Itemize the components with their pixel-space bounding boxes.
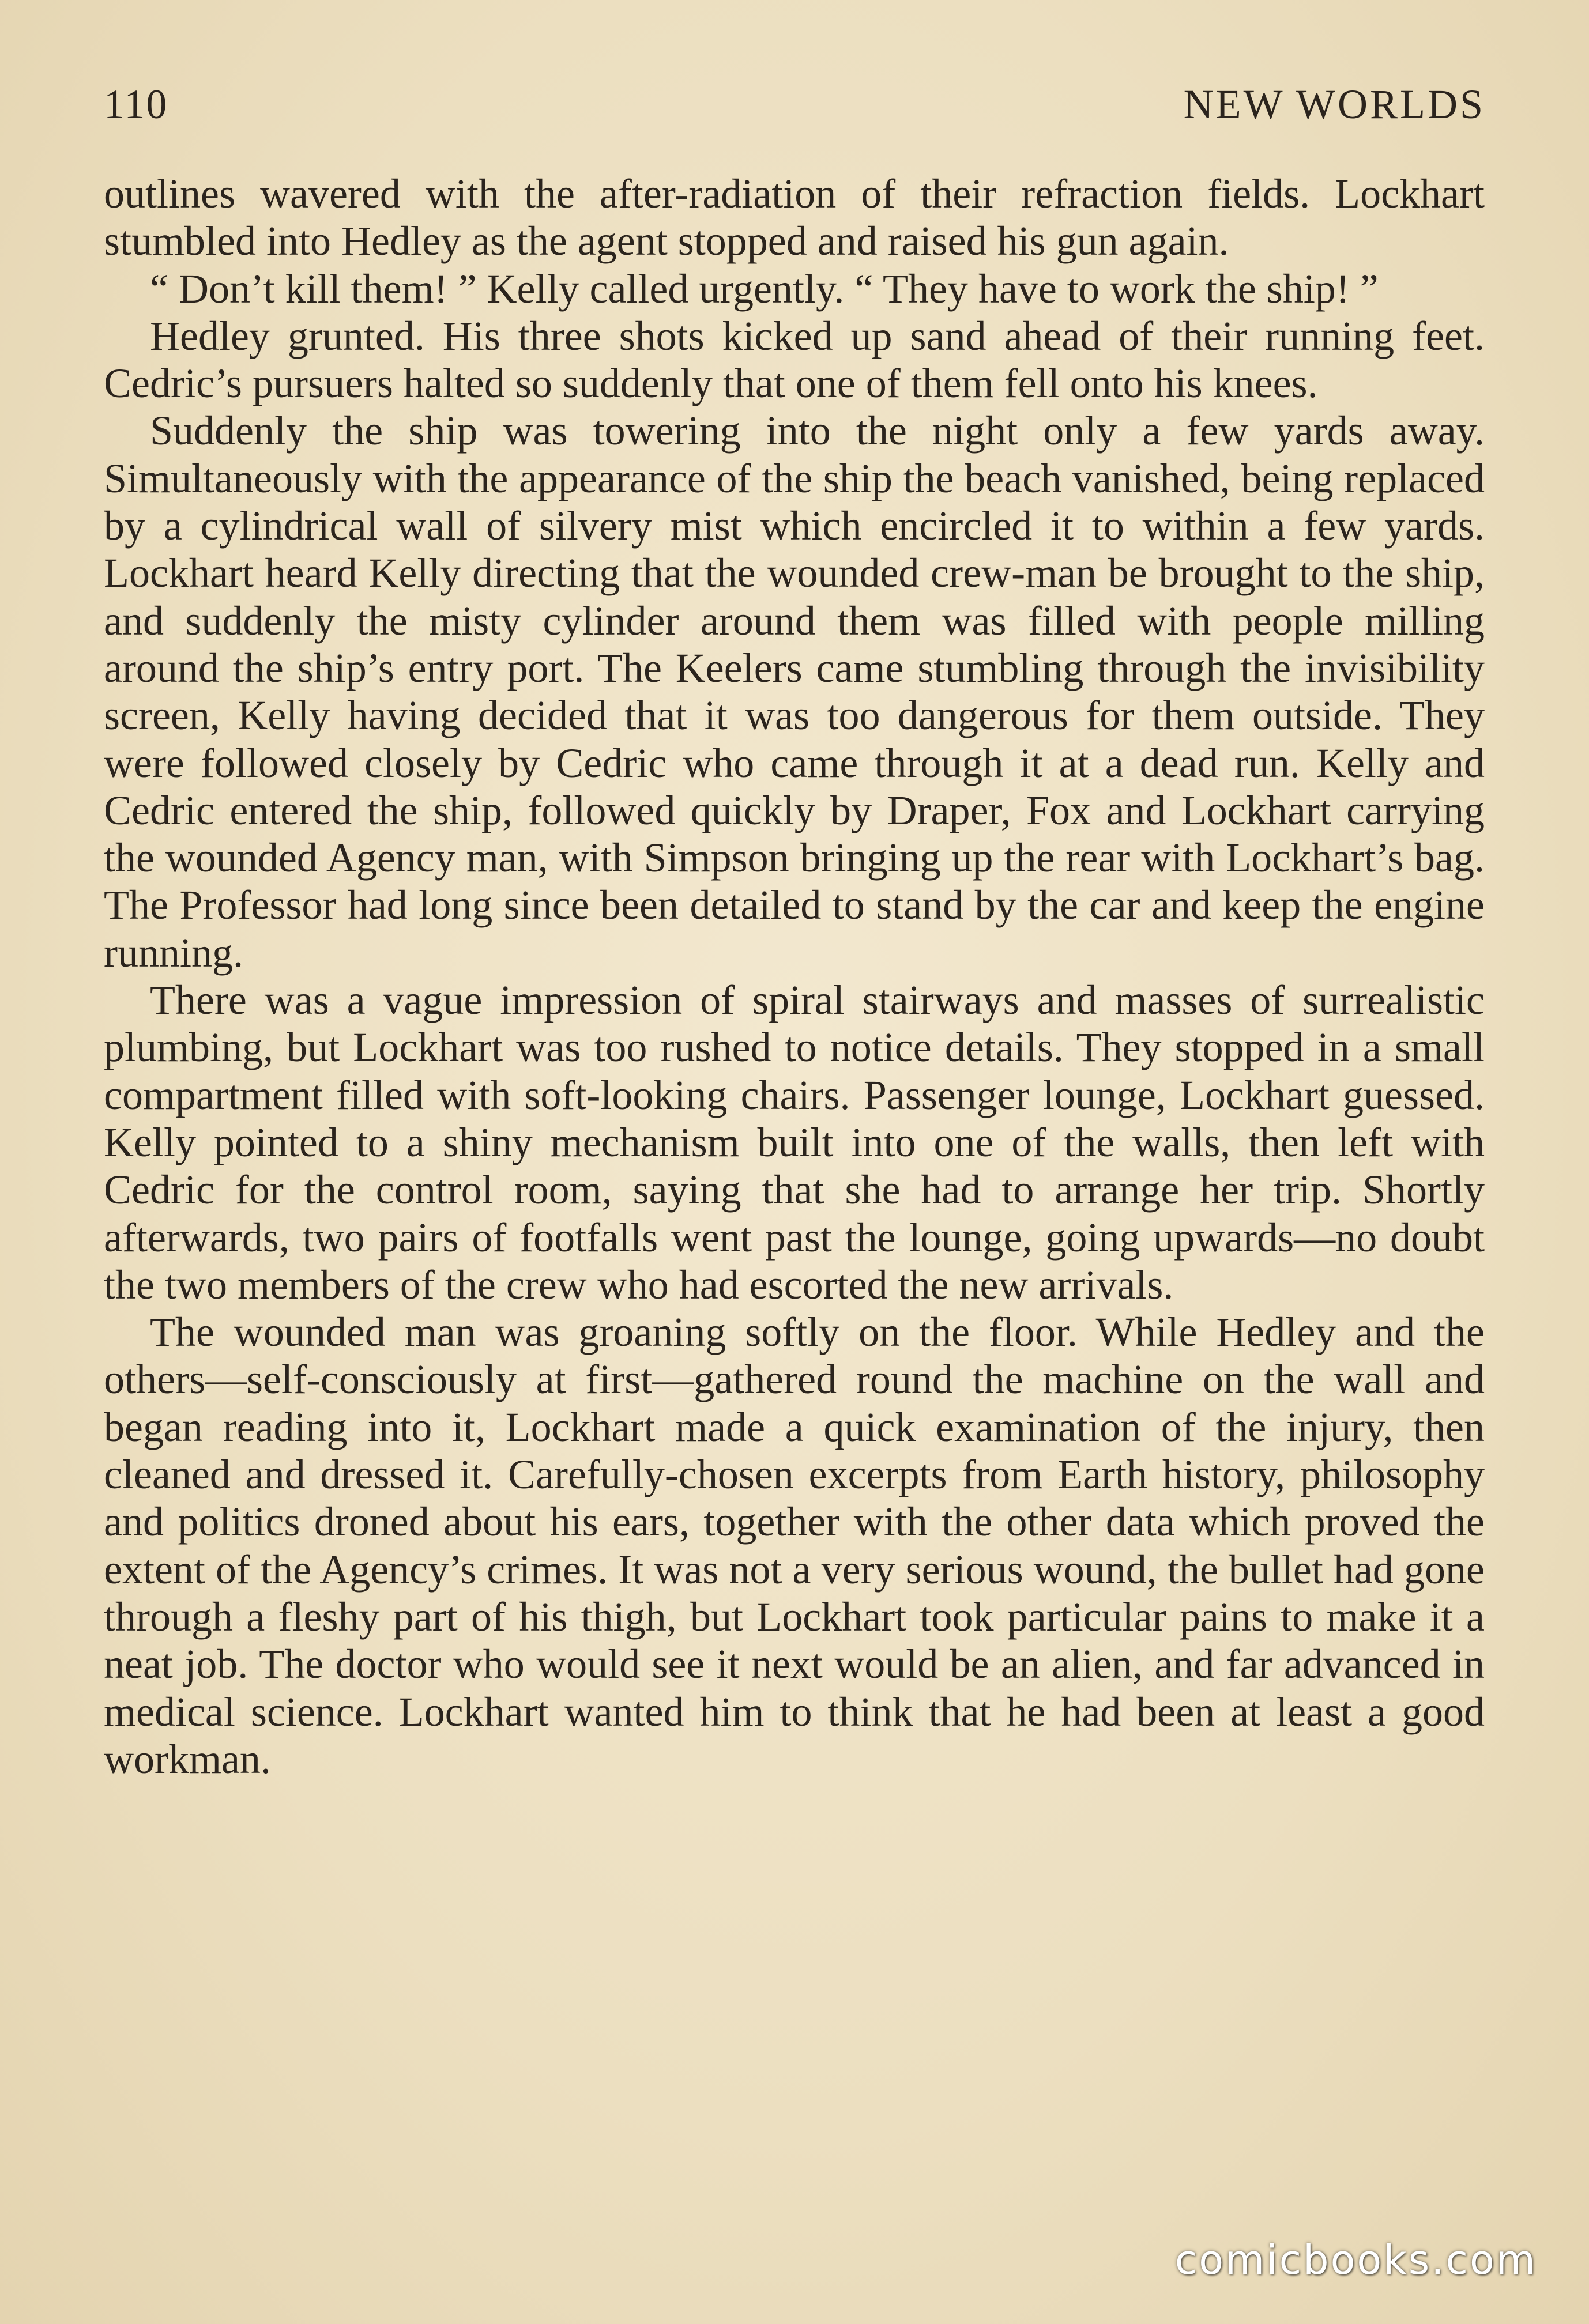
- watermark: comicbooks.com: [1174, 2236, 1537, 2284]
- paragraph: There was a vague impression of spiral stairways and masses of surrealistic plumbing, but Lockhart was too rushed to notice details. They stopped in a small compartment filled with soft-looking chairs. Passenger lounge, Lockhart guessed. Kelly pointed to a shiny mechanism built into one of the walls, then left with Cedric for the control room, saying that she had to arrange her trip. Shortly afterwards, two pairs of footfalls went past the lounge, going upwards—no doubt the two members of the crew who had escorted the new arrivals.: [104, 977, 1485, 1308]
- page-header: [104, 81, 1485, 138]
- paragraph: “ Don’t kill them! ” Kelly called urgently. “ They have to work the ship! ”: [150, 265, 1379, 312]
- page-number: 110: [104, 81, 168, 127]
- paragraph: Hedley grunted. His three shots kicked up sand ahead of their running feet. Cedric’s pursuers halted so suddenly that one of them fell onto his knees.: [104, 312, 1485, 407]
- paragraph: outlines wavered with the after-radiation of their refraction fields. Lockhart stumbled into Hedley as the agent stopped and raised his gun again.: [104, 171, 1485, 265]
- running-head: NEW WORLDS: [1183, 81, 1485, 127]
- paragraph: Suddenly the ship was towering into the night only a few yards away. Simultaneously with the appearance of the ship the beach vanished, being replaced by a cylindrical wall of silvery mist which encircled it to within a few yards. Lockhart heard Kelly directing that the wounded crew-man be brought to the ship, and suddenly the misty cylinder around them was filled with people milling around the ship’s entry port. The Keelers came stumbling through the invisibility screen, Kelly having decided that it was too dangerous for them outside. They were followed closely by Cedric who came through it at a dead run. Kelly and Cedric entered the ship, followed quickly by Draper, Fox and Lockhart carrying the wounded Agency man, with Simpson bringing up the rear with Lockhart’s bag. The Professor had long since been detailed to stand by the car and keep the engine running.: [104, 408, 1485, 976]
- body-text: [104, 170, 1485, 1783]
- paragraph: The wounded man was groaning softly on the floor. While Hedley and the others—self-consciously at first—gathered round the machine on the wall and began reading into it, Lockhart made a quick examination of the injury, then cleaned and dressed it. Carefully-chosen excerpts from Earth history, philosophy and politics droned about his ears, together with the other data which proved the extent of the Agency’s crimes. It was not a very serious wound, the bullet had gone through a fleshy part of his thigh, but Lockhart took particular pains to make it a neat job. The doctor who would see it next would be an alien, and far advanced in medical science. Lockhart wanted him to think that he had been at least a good workman.: [104, 1309, 1485, 1782]
